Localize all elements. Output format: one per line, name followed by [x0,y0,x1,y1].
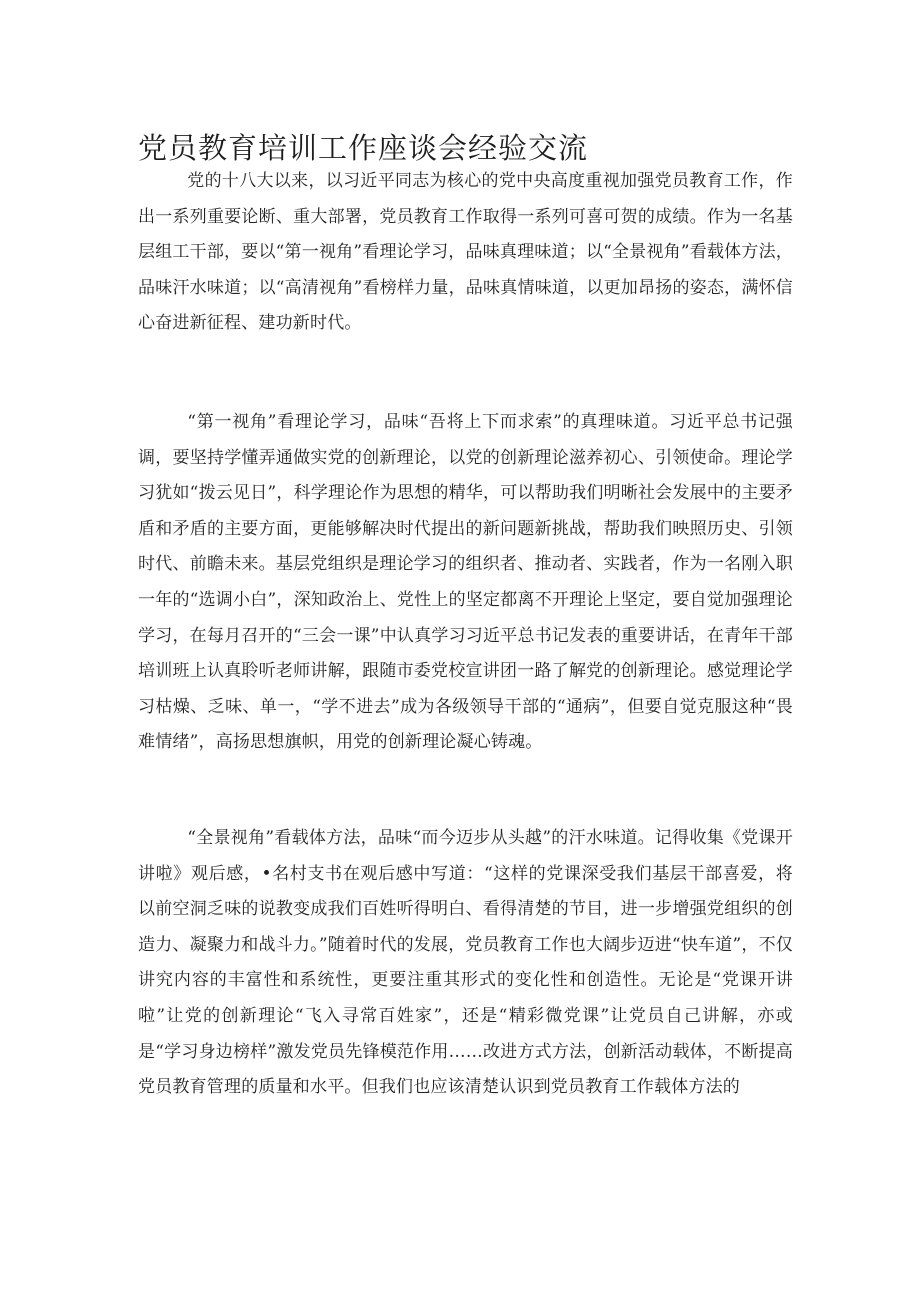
paragraph-theory-study: “第一视角”看理论学习，品味“吾将上下而求索”的真理味道。习近平总书记强调，要坚持学懂弄通做实党的创新理论，以党的创新理论滋养初心、引领使命。理论学习犹如“拨云见日”，科学理论作为思想的精华，可以帮助我们明晰社会发展中的主要矛盾和矛盾的主要方面，更能够解决时代提出的新问题新挑战，帮助我们映照历史、引领时代、前瞻未来。基层党组织是理论学习的组织者、推动者、实践者，作为一名刚入职一年的“选调小白”，深知政治上、党性上的坚定都离不开理论上坚定，要自觉加强理论学习，在每月召开的“三会一课”中认真学习习近平总书记发表的重要讲话，在青年干部培训班上认真聆听老师讲解，跟随市委党校宣讲团一路了解党的创新理论。感觉理论学习枯燥、乏味、单一，“学不进去”成为各级领导干部的“通病”，但要自觉克服这种“畏难情绪”，高扬思想旗帜，用党的创新理论凝心铸魂。 [138,412,793,753]
paragraph-carrier-methods: “全景视角”看载体方法，品味“而今迈步从头越”的汗水味道。记得收集《党课开讲啦》观后感，•名村支书在观后感中写道：“这样的党课深受我们基层干部喜爱，将以前空洞乏味的说教变成我们百姓听得明白、看得清楚的节目，进一步增强党组织的创造力、凝聚力和战斗力。”随着时代的发展，党员教育工作也大阔步迈进“快车道”，不仅讲究内容的丰富性和系统性，更要注重其形式的变化性和创造性。无论是“党课开讲啦”让党的创新理论“飞入寻常百姓家”，还是“精彩微党课”让党员自己讲解，亦或是“学习身边榜样”激发党员先锋模范作用……改进方式方法，创新活动载体，不断提高党员教育管理的质量和水平。但我们也应该清楚认识到党员教育工作载体方法的 [138,828,793,1098]
document-title: 党员教育培训工作座谈会经验交流 [138,131,589,165]
paragraph-intro: 党的十八大以来，以习近平同志为核心的党中央高度重视加强党员教育工作，作出一系列重要论断、重大部署，党员教育工作取得一系列可喜可贺的成绩。作为一名基层组工干部，要以“第一视角”看理论学习，品味真理味道；以“全景视角”看载体方法，品味汗水味道；以“高清视角”看榜样力量，品味真情味道，以更加昂扬的姿态，满怀信心奋进新征程、建功新时代。 [138,171,793,334]
